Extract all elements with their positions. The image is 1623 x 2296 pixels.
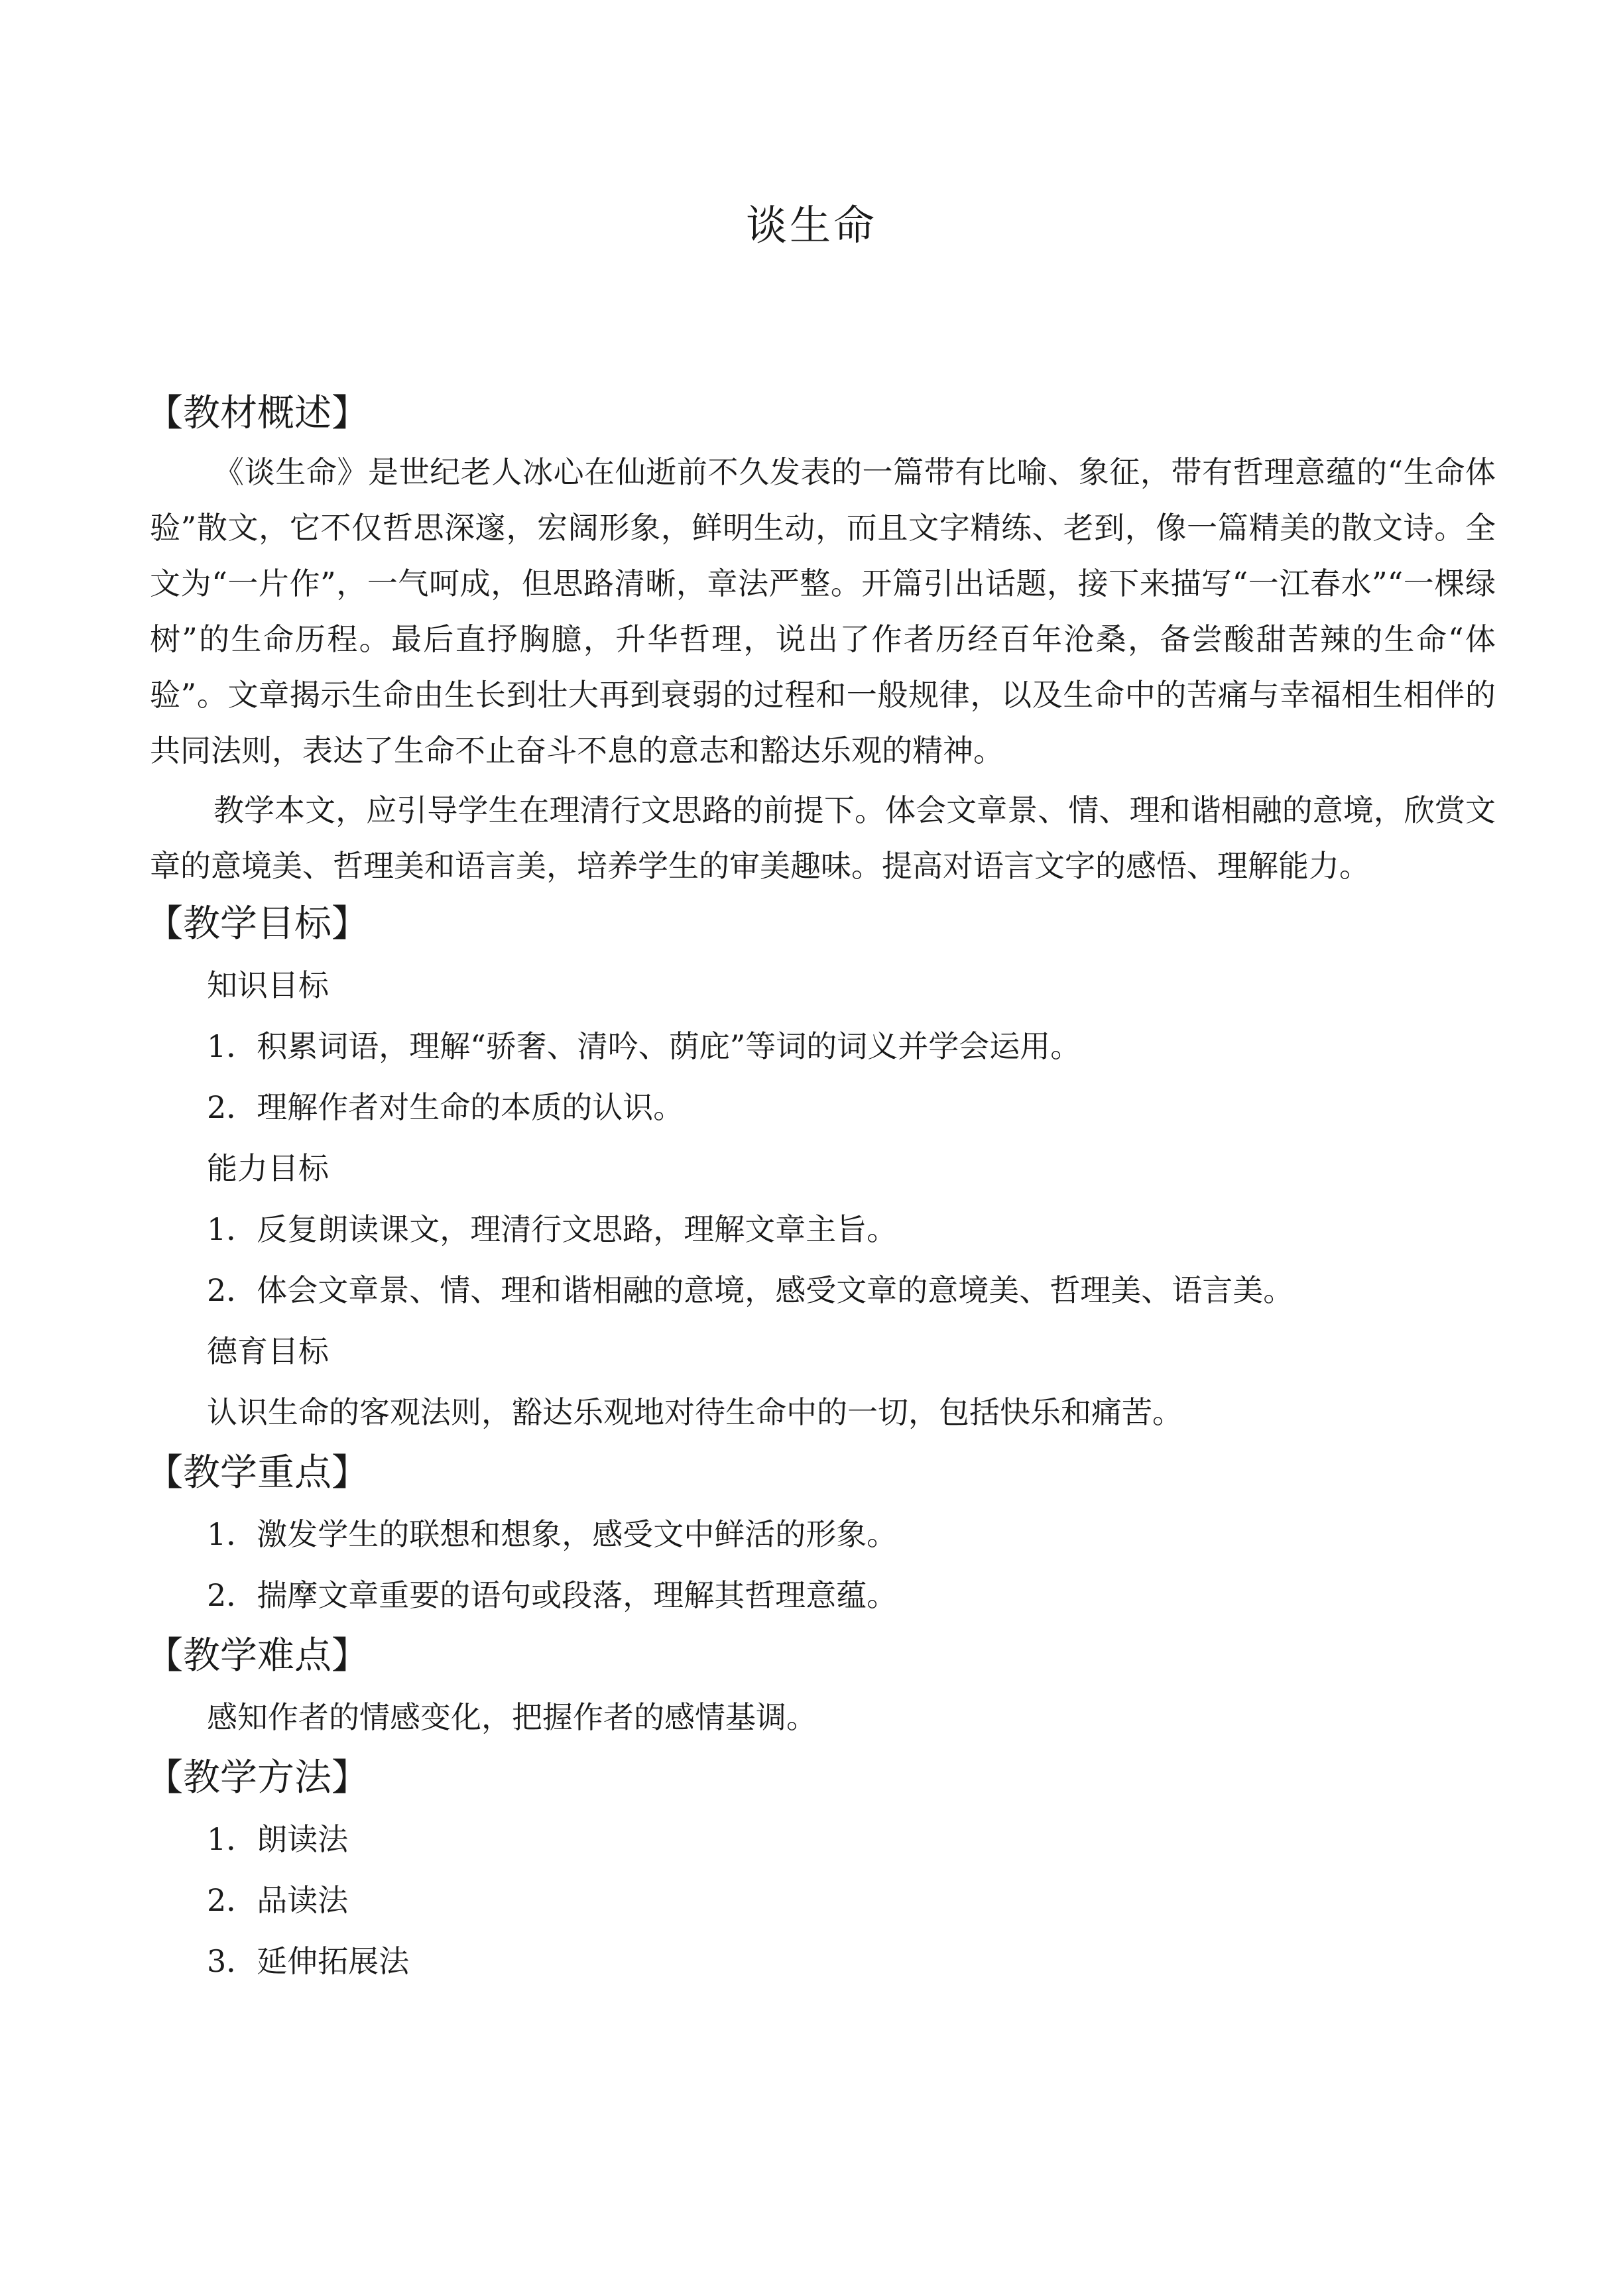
goals-moral-item-1: 认识生命的客观法则，豁达乐观地对待生命中的一切，包括快乐和痛苦。 xyxy=(207,1394,1183,1430)
method-item-1: 1．朗读法 xyxy=(207,1821,349,1857)
method-item-3: 3．延伸拓展法 xyxy=(207,1943,410,1979)
document-title: 谈生命 xyxy=(745,201,877,249)
goals-ability-item-1: 1．反复朗读课文，理清行文思路，理解文章主旨。 xyxy=(207,1211,898,1247)
goals-knowledge-item-2: 2．理解作者对生命的本质的认识。 xyxy=(207,1089,684,1125)
goals-moral-label: 德育目标 xyxy=(207,1333,329,1369)
overview-paragraph-2: 教学本文，应引导学生在理清行文思路的前提下。体会文章景、情、理和谐相融的意境，欣赏文章的意境美、哲理美和语言美，培养学生的审美趣味。提高对语言文字的感悟、理解能力。 xyxy=(150,792,1496,884)
section-heading-key-points: 【教学重点】 xyxy=(146,1451,369,1494)
section-heading-goals: 【教学目标】 xyxy=(146,902,369,945)
key-point-item-2: 2．揣摩文章重要的语句或段落，理解其哲理意蕴。 xyxy=(207,1577,898,1613)
document-body xyxy=(146,383,1496,1992)
method-item-2: 2．品读法 xyxy=(207,1882,349,1918)
section-heading-overview: 【教材概述】 xyxy=(146,392,369,435)
goals-ability-label: 能力目标 xyxy=(207,1150,329,1186)
section-heading-difficulties: 【教学难点】 xyxy=(146,1634,369,1677)
goals-ability-item-2: 2．体会文章景、情、理和谐相融的意境，感受文章的意境美、哲理美、语言美。 xyxy=(207,1272,1294,1308)
goals-knowledge-label: 知识目标 xyxy=(207,967,329,1003)
goals-knowledge-item-1: 1．积累词语，理解“骄奢、清吟、荫庇”等词的词义并学会运用。 xyxy=(207,1028,1081,1064)
section-heading-methods: 【教学方法】 xyxy=(146,1756,369,1799)
difficulty-item-1: 感知作者的情感变化，把握作者的感情基调。 xyxy=(207,1699,817,1735)
key-point-item-1: 1．激发学生的联想和想象，感受文中鲜活的形象。 xyxy=(207,1516,898,1552)
overview-paragraph-1: 《谈生命》是世纪老人冰心在仙逝前不久发表的一篇带有比喻、象征，带有哲理意蕴的“生命体验”散文，它不仅哲思深邃，宏阔形象，鲜明生动，而且文字精练、老到，像一篇精美的散文诗。全文为“一片作”，一气呵成，但思路清晰，章法严整。开篇引出话题，接下来描写“一江春水”“一棵绿树”的生命历程。最后直抒胸臆，升华哲理，说出了作者历经百年沧桑，备尝酸甜苦辣的生命“体验”。文章揭示生命由生长到壮大再到衰弱的过程和一般规律，以及生命中的苦痛与幸福相生相伴的共同法则，表达了生命不止奋斗不息的意志和豁达乐观的精神。 xyxy=(150,454,1496,768)
